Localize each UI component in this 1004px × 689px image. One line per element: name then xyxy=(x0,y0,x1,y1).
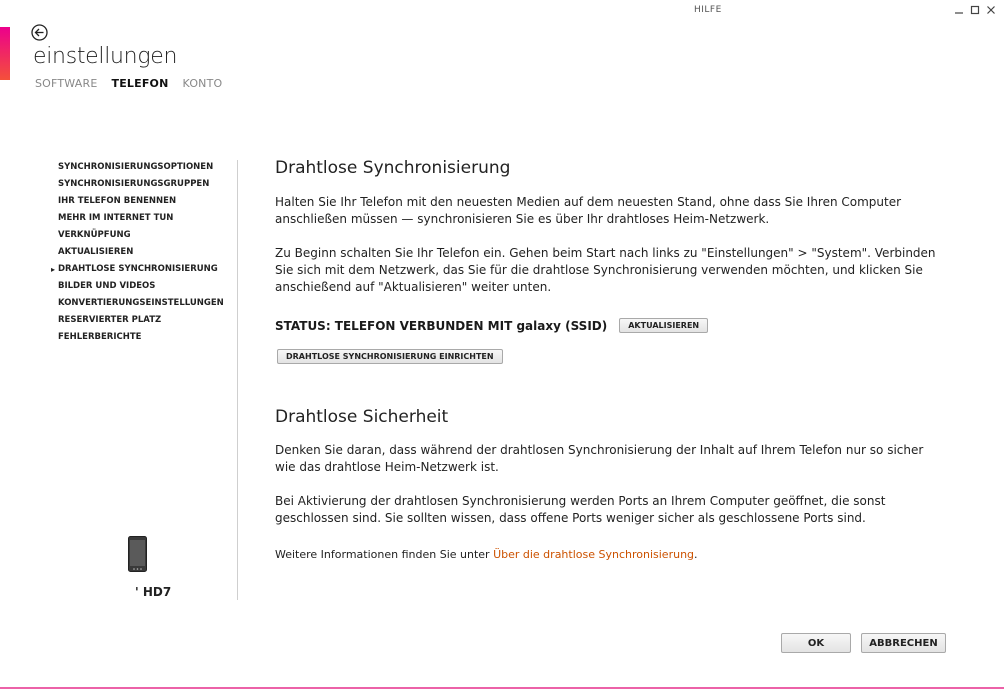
help-link[interactable]: HILFE xyxy=(694,5,722,15)
connection-status: STATUS: TELEFON VERBUNDEN MIT galaxy (SSID) xyxy=(275,318,608,333)
maximize-icon[interactable] xyxy=(968,3,982,17)
wireless-security-ports-note: Bei Aktivierung der drahtlosen Synchronisierung werden Ports an Ihrem Computer geöffnet, die sonst geschlossen sind. Sie sollten wissen, dass offene Ports weniger sicher als geschlossene Ports sind. xyxy=(275,494,886,525)
sidebar xyxy=(51,162,233,349)
ok-button[interactable]: OK xyxy=(781,633,851,653)
cancel-button[interactable]: ABBRECHEN xyxy=(861,633,946,653)
sidebar-item-wireless-sync[interactable] xyxy=(51,264,233,281)
more-info-link[interactable]: Über die drahtlose Synchronisierung xyxy=(493,548,695,561)
sidebar-item-update[interactable]: AKTUALISIEREN xyxy=(58,247,134,257)
tab-software[interactable]: SOFTWARE xyxy=(35,77,98,90)
device-name: ' HD7 xyxy=(135,585,172,599)
selected-marker-icon: ▸ xyxy=(51,265,56,274)
sidebar-item-pictures-videos[interactable]: BILDER UND VIDEOS xyxy=(58,281,156,291)
wireless-security-note: Denken Sie daran, dass während der drahtlosen Synchronisierung der Inhalt auf Ihrem Telefon nur so sicher wie das drahtlose Heim-Netzwerk ist. xyxy=(275,443,924,474)
status-row xyxy=(275,318,708,333)
update-button[interactable]: AKTUALISIEREN xyxy=(619,318,708,333)
sidebar-item-more-internet[interactable]: MEHR IM INTERNET TUN xyxy=(58,213,174,223)
section-title-wireless-sync: Drahtlose Synchronisierung xyxy=(275,158,511,178)
sidebar-item-sync-groups[interactable]: SYNCHRONISIERUNGSGRUPPEN xyxy=(58,179,210,189)
tab-telefon[interactable]: TELEFON xyxy=(111,77,169,90)
phone-icon xyxy=(128,536,147,572)
more-info-text xyxy=(275,548,698,561)
main-content xyxy=(275,158,955,561)
sidebar-item-sync-options[interactable]: SYNCHRONISIERUNGSOPTIONEN xyxy=(58,162,214,172)
sidebar-item-error-reports[interactable]: FEHLERBERICHTE xyxy=(58,332,142,342)
tab-konto[interactable]: KONTO xyxy=(182,77,223,90)
more-info-suffix: . xyxy=(694,548,698,561)
sidebar-divider xyxy=(237,160,238,600)
back-arrow-icon xyxy=(31,24,48,41)
sidebar-item-link[interactable]: VERKNÜPFUNG xyxy=(58,230,131,240)
more-info-prefix: Weitere Informationen finden Sie unter xyxy=(275,548,494,561)
wireless-sync-instructions: Zu Beginn schalten Sie Ihr Telefon ein. Gehen beim Start nach links zu "Einstellungen" > "System". Verbinden Sie sich mit dem Netzwerk, das Sie für die drahtlose Synchronisierung verwenden möchten, und klicken Sie anschießend auf "Aktualisieren" weiter unten. xyxy=(275,246,936,294)
window-controls xyxy=(952,3,998,17)
sidebar-item-label: DRAHTLOSE SYNCHRONISIERUNG xyxy=(58,264,218,274)
sidebar-item-conversion[interactable]: KONVERTIERUNGSEINSTELLUNGEN xyxy=(58,298,224,308)
sidebar-item-reserved-space[interactable]: RESERVIERTER PLATZ xyxy=(58,315,162,325)
back-button[interactable] xyxy=(31,24,48,41)
page-title: einstellungen xyxy=(33,44,178,69)
accent-strip xyxy=(0,27,10,80)
minimize-icon[interactable] xyxy=(952,3,966,17)
sidebar-item-name-phone[interactable]: IHR TELEFON BENENNEN xyxy=(58,196,177,206)
close-icon[interactable] xyxy=(984,3,998,17)
top-tabs xyxy=(35,77,236,90)
setup-wireless-sync-button[interactable]: DRAHTLOSE SYNCHRONISIERUNG EINRICHTEN xyxy=(277,349,503,364)
section-title-wireless-security: Drahtlose Sicherheit xyxy=(275,407,449,427)
wireless-sync-description: Halten Sie Ihr Telefon mit den neuesten Medien auf dem neuesten Stand, ohne dass Sie Ihren Computer anschließen müssen — synchronisieren Sie es über Ihr drahtloses Heim-Netzwerk. xyxy=(275,195,902,226)
